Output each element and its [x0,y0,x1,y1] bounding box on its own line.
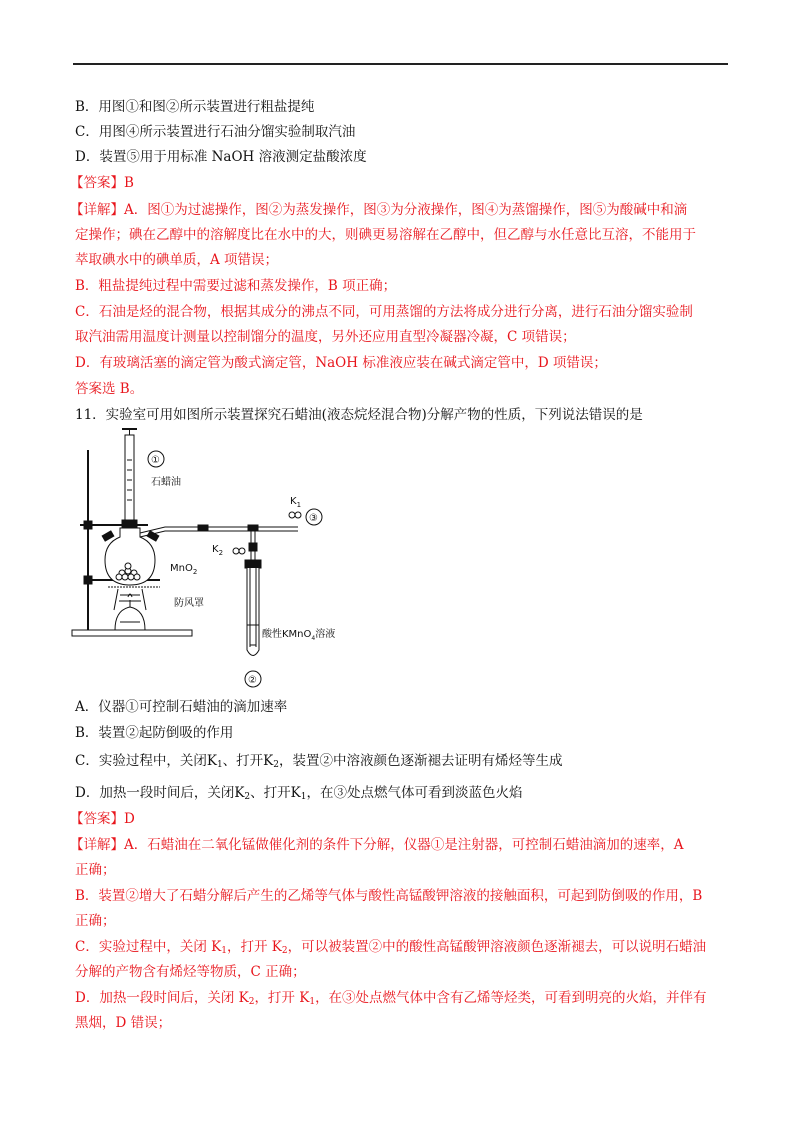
detail-10-conclusion: 答案选 B。 [75,381,144,397]
svg-text:石蜡油: 石蜡油 [151,477,181,488]
detail-11-line5: C．实验过程中，关闭 $K_1$，打开 $K_2$，可以被装置②中的酸性高锰酸钾溶液颜色逐渐褪去，可以说明石蜡油 [75,939,707,956]
detail-10-line4: B．粗盐提纯过程中需要过滤和蒸发操作，B 项正确； [75,278,397,294]
answer-label: 【答案】 [70,811,124,827]
answer-11 [70,810,135,828]
detail-11-line3: B．装置②增大了石蜡分解后产生的乙烯等气体与酸性高锰酸钾溶液的接触面积，可起到防倒吸的作用，B [75,888,703,904]
answer-10 [70,174,134,192]
q11-option-c: C．实验过程中，关闭$K_1$、打开$K_2$，装置②中溶液颜色逐渐褪去证明有烯烃等生成 [75,753,563,770]
header-rule [73,63,728,65]
detail-11-line8: 黑烟，D 错误； [75,1015,172,1031]
option-b-prev: B．用图①和图②所示装置进行粗盐提纯 [75,99,315,115]
answer-value: B [124,175,134,191]
answer-label: 【答案】 [70,175,124,191]
option-c-prev: C．用图④所示装置进行石油分馏实验制取汽油 [75,124,356,140]
q11-option-b: B．装置②起防倒吸的作用 [75,725,234,741]
detail-label: 【详解】 [70,837,124,853]
detail-10-line6: 取汽油需用温度计测量以控制馏分的温度，另外还应用直型冷凝器冷凝，C 项错误； [75,329,576,345]
detail-11-line7: D．加热一段时间后，关闭 $K_2$，打开 $K_1$，在③处点燃气体中含有乙烯等烃类，可看到明亮的火焰，并伴有 [75,990,707,1007]
mno2-label: MnO$_2$ [170,563,198,576]
k2-label: $K_2$ [212,544,224,557]
detail-11-line4: 正确； [75,913,116,929]
detail-11-line6: 分解的产物含有烯烃等物质，C 正确； [75,964,306,980]
detail-10-line3: 萃取碘水中的碘单质，A 项错误； [75,252,279,268]
detail-10-line7: D．有玻璃活塞的滴定管为酸式滴定管，NaOH 标准液应装在碱式滴定管中，D 项错误； [75,355,607,371]
kmno4-label: 酸性KMnO$_4$溶液 [262,629,336,642]
detail-10-line5: C．石油是烃的混合物，根据其成分的沸点不同，可用蒸馏的方法将成分进行分离，进行石油分馏实验制 [75,304,693,320]
detail-11-line2: 正确； [75,862,116,878]
svg-text:防风罩: 防风罩 [174,598,204,609]
svg-text:①: ① [151,455,160,466]
svg-text:③: ③ [309,513,318,524]
detail-11-line1: 【详解】A．石蜡油在二氧化锰做催化剂的条件下分解，仪器①是注射器，可控制石蜡油滴加的速率，A [70,837,684,853]
apparatus-figure [70,425,340,695]
q11-option-d: D．加热一段时间后，关闭$K_2$、打开$K_1$，在③处点燃气体可看到淡蓝色火焰 [75,785,523,802]
stand-base [72,630,192,636]
answer-value: D [124,811,135,827]
detail-10-line1: 【详解】A．图①为过滤操作，图②为蒸发操作，图③为分液操作，图④为蒸馏操作，图⑤为酸碱中和滴 [70,202,688,218]
q11-option-a: A．仪器①可控制石蜡油的滴加速率 [75,699,288,715]
k1-label: $K_1$ [290,496,302,509]
option-d-prev: D．装置⑤用于用标准 NaOH 溶液测定盐酸浓度 [75,149,367,165]
detail-10-line2: 定操作；碘在乙醇中的溶解度比在水中的大，则碘更易溶解在乙醇中，但乙醇与水任意比互溶，不能用于 [75,227,696,243]
detail-label: 【详解】 [70,202,124,218]
question-11-stem: 11．实验室可用如图所示装置探究石蜡油(液态烷烃混合物)分解产物的性质，下列说法错误的是 [75,407,643,423]
svg-text:②: ② [248,675,257,686]
